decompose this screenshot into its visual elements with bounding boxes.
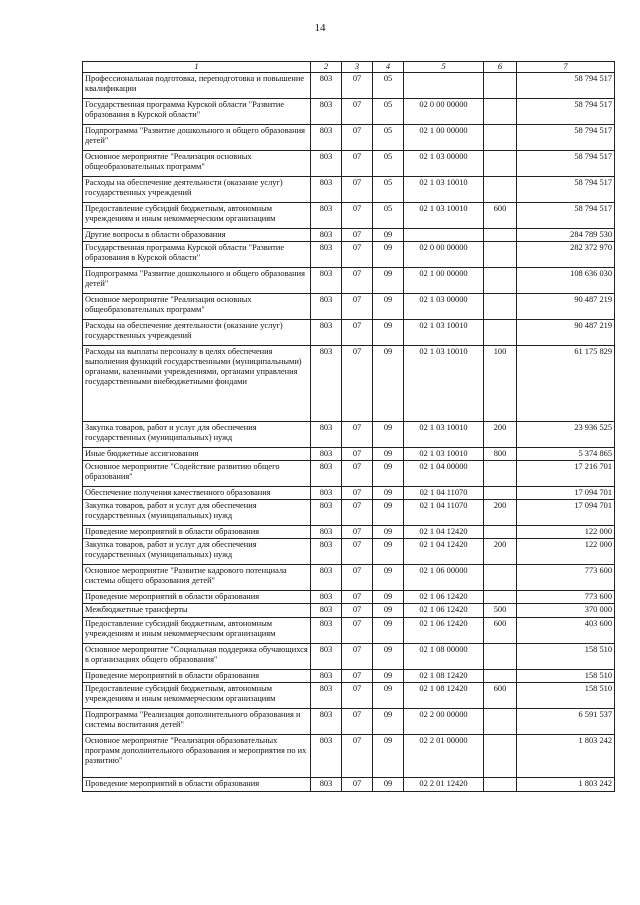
row-c5-cell [404, 229, 484, 242]
row-c7-cell: 370 000 [517, 604, 615, 617]
row-c2-cell: 803 [311, 346, 342, 422]
row-c6-cell [484, 242, 517, 268]
table-row [83, 591, 615, 604]
row-c5-cell: 02 1 03 10010 [404, 320, 484, 346]
row-name-cell: Расходы на выплаты персоналу в целях обеспечения выполнения функций государственными (муниципальными) органами, казенными учреждениями, органами управления государственными внебюджетными фондами [83, 346, 311, 422]
row-c7-cell: 773 600 [517, 591, 615, 604]
row-c3-cell: 07 [342, 500, 373, 526]
row-c3-cell: 07 [342, 617, 373, 643]
row-c4-cell: 09 [373, 294, 404, 320]
row-c7-cell: 1 803 242 [517, 734, 615, 777]
row-name-cell: Межбюджетные трансферты [83, 604, 311, 617]
row-c7-cell: 58 794 517 [517, 177, 615, 203]
column-header: 2 [311, 62, 342, 73]
row-c4-cell: 09 [373, 487, 404, 500]
row-c3-cell: 07 [342, 669, 373, 682]
row-c6-cell: 200 [484, 500, 517, 526]
row-c5-cell: 02 1 06 12420 [404, 617, 484, 643]
row-name-cell: Подпрограмма "Развитие дошкольного и общего образования детей" [83, 125, 311, 151]
row-c2-cell: 803 [311, 777, 342, 791]
row-c6-cell: 800 [484, 448, 517, 461]
row-c3-cell: 07 [342, 125, 373, 151]
row-c2-cell: 803 [311, 604, 342, 617]
row-c5-cell: 02 1 00 00000 [404, 268, 484, 294]
row-name-cell: Закупка товаров, работ и услуг для обеспечения государственных (муниципальных) нужд [83, 500, 311, 526]
table-row [83, 422, 615, 448]
row-c3-cell: 07 [342, 151, 373, 177]
row-c4-cell: 09 [373, 682, 404, 708]
row-c2-cell: 803 [311, 617, 342, 643]
table-header-row [83, 62, 615, 73]
row-c4-cell: 09 [373, 448, 404, 461]
row-c2-cell: 803 [311, 320, 342, 346]
row-c5-cell: 02 2 00 00000 [404, 708, 484, 734]
row-name-cell: Государственная программа Курской области "Развитие образования в Курской области" [83, 242, 311, 268]
row-c4-cell: 09 [373, 268, 404, 294]
row-name-cell: Расходы на обеспечение деятельности (оказание услуг) государственных учреждений [83, 320, 311, 346]
row-c7-cell: 1 803 242 [517, 777, 615, 791]
column-header: 5 [404, 62, 484, 73]
table-row [83, 682, 615, 708]
row-c5-cell: 02 0 00 00000 [404, 99, 484, 125]
row-c7-cell: 282 372 970 [517, 242, 615, 268]
row-c7-cell: 158 510 [517, 669, 615, 682]
row-c2-cell: 803 [311, 229, 342, 242]
row-c7-cell: 58 794 517 [517, 73, 615, 99]
row-c3-cell: 07 [342, 487, 373, 500]
row-c2-cell: 803 [311, 708, 342, 734]
row-name-cell: Закупка товаров, работ и услуг для обеспечения государственных (муниципальных) нужд [83, 539, 311, 565]
row-c2-cell: 803 [311, 448, 342, 461]
row-name-cell: Основное мероприятие "Реализация основных общеобразовательных программ" [83, 151, 311, 177]
row-c7-cell: 17 216 701 [517, 461, 615, 487]
row-name-cell: Предоставление субсидий бюджетным, автономным учреждениям и иным некоммерческим организациям [83, 203, 311, 229]
row-c5-cell: 02 1 03 10010 [404, 422, 484, 448]
row-c5-cell: 02 1 03 00000 [404, 151, 484, 177]
row-c7-cell: 58 794 517 [517, 125, 615, 151]
row-c2-cell: 803 [311, 294, 342, 320]
row-c3-cell: 07 [342, 591, 373, 604]
row-c7-cell: 773 600 [517, 565, 615, 591]
row-c6-cell: 200 [484, 539, 517, 565]
row-c3-cell: 07 [342, 177, 373, 203]
row-c3-cell: 07 [342, 643, 373, 669]
row-c6-cell [484, 320, 517, 346]
table-row [83, 461, 615, 487]
row-c2-cell: 803 [311, 591, 342, 604]
row-c4-cell: 05 [373, 151, 404, 177]
row-c6-cell [484, 177, 517, 203]
table-row [83, 203, 615, 229]
row-c2-cell: 803 [311, 565, 342, 591]
row-c6-cell [484, 777, 517, 791]
table-body [83, 73, 615, 792]
row-c2-cell: 803 [311, 539, 342, 565]
row-c4-cell: 09 [373, 422, 404, 448]
row-c7-cell: 122 000 [517, 539, 615, 565]
row-c7-cell: 122 000 [517, 526, 615, 539]
row-c7-cell: 61 175 829 [517, 346, 615, 422]
row-c5-cell: 02 1 00 00000 [404, 125, 484, 151]
row-c3-cell: 07 [342, 461, 373, 487]
row-c5-cell: 02 1 04 11070 [404, 500, 484, 526]
table-row [83, 526, 615, 539]
column-header: 1 [83, 62, 311, 73]
row-c4-cell: 09 [373, 539, 404, 565]
row-c3-cell: 07 [342, 242, 373, 268]
row-c2-cell: 803 [311, 242, 342, 268]
row-c2-cell: 803 [311, 151, 342, 177]
row-c3-cell: 07 [342, 539, 373, 565]
row-name-cell: Иные бюджетные ассигнования [83, 448, 311, 461]
row-name-cell: Обеспечение получения качественного образования [83, 487, 311, 500]
row-c5-cell: 02 1 06 12420 [404, 591, 484, 604]
row-c3-cell: 07 [342, 268, 373, 294]
row-c6-cell [484, 461, 517, 487]
row-c3-cell: 07 [342, 320, 373, 346]
row-c5-cell: 02 1 03 00000 [404, 294, 484, 320]
row-c3-cell: 07 [342, 708, 373, 734]
row-name-cell: Основное мероприятие "Содействие развитию общего образования" [83, 461, 311, 487]
row-c2-cell: 803 [311, 526, 342, 539]
row-c5-cell: 02 2 01 00000 [404, 734, 484, 777]
row-c2-cell: 803 [311, 422, 342, 448]
row-name-cell: Подпрограмма "Развитие дошкольного и общего образования детей" [83, 268, 311, 294]
row-c2-cell: 803 [311, 73, 342, 99]
row-name-cell: Проведение мероприятий в области образования [83, 526, 311, 539]
row-c7-cell: 6 591 537 [517, 708, 615, 734]
table-row [83, 294, 615, 320]
row-c5-cell: 02 1 06 12420 [404, 604, 484, 617]
table-row [83, 448, 615, 461]
table-row [83, 617, 615, 643]
row-c7-cell: 108 636 030 [517, 268, 615, 294]
row-c3-cell: 07 [342, 229, 373, 242]
row-c7-cell: 17 094 701 [517, 500, 615, 526]
page-number: 14 [314, 22, 326, 34]
row-c4-cell: 09 [373, 708, 404, 734]
row-c3-cell: 07 [342, 565, 373, 591]
table-row [83, 487, 615, 500]
row-c5-cell: 02 1 04 12420 [404, 526, 484, 539]
row-c6-cell: 600 [484, 682, 517, 708]
row-c2-cell: 803 [311, 500, 342, 526]
row-c6-cell: 600 [484, 617, 517, 643]
row-c4-cell: 05 [373, 203, 404, 229]
row-name-cell: Проведение мероприятий в области образования [83, 669, 311, 682]
table-row [83, 643, 615, 669]
row-c3-cell: 07 [342, 346, 373, 422]
table-row [83, 151, 615, 177]
row-c5-cell: 02 1 03 10010 [404, 203, 484, 229]
row-c4-cell: 09 [373, 643, 404, 669]
row-c7-cell: 23 936 525 [517, 422, 615, 448]
row-c5-cell: 02 1 03 10010 [404, 346, 484, 422]
row-c5-cell: 02 1 03 10010 [404, 448, 484, 461]
table-row [83, 320, 615, 346]
column-header: 7 [517, 62, 615, 73]
row-c2-cell: 803 [311, 669, 342, 682]
table-row [83, 346, 615, 422]
row-c3-cell: 07 [342, 777, 373, 791]
row-name-cell: Предоставление субсидий бюджетным, автономным учреждениям и иным некоммерческим организациям [83, 682, 311, 708]
row-c4-cell: 05 [373, 99, 404, 125]
row-c5-cell: 02 1 08 12420 [404, 669, 484, 682]
row-c6-cell [484, 487, 517, 500]
row-c6-cell [484, 734, 517, 777]
row-c7-cell: 90 487 219 [517, 294, 615, 320]
table-row [83, 734, 615, 777]
table-row [83, 268, 615, 294]
row-c7-cell: 58 794 517 [517, 151, 615, 177]
row-c6-cell [484, 99, 517, 125]
row-c4-cell: 05 [373, 177, 404, 203]
row-c3-cell: 07 [342, 682, 373, 708]
row-c2-cell: 803 [311, 487, 342, 500]
row-c3-cell: 07 [342, 734, 373, 777]
row-c2-cell: 803 [311, 125, 342, 151]
row-name-cell: Государственная программа Курской области "Развитие образования в Курской области" [83, 99, 311, 125]
row-c7-cell: 58 794 517 [517, 203, 615, 229]
row-c4-cell: 09 [373, 591, 404, 604]
row-c4-cell: 09 [373, 320, 404, 346]
row-c3-cell: 07 [342, 203, 373, 229]
row-c3-cell: 07 [342, 604, 373, 617]
table-row [83, 669, 615, 682]
row-name-cell: Проведение мероприятий в области образования [83, 777, 311, 791]
column-header: 3 [342, 62, 373, 73]
row-name-cell: Расходы на обеспечение деятельности (оказание услуг) государственных учреждений [83, 177, 311, 203]
table-row [83, 242, 615, 268]
row-name-cell: Подпрограмма "Реализация дополнительного образования и системы воспитания детей" [83, 708, 311, 734]
row-c5-cell: 02 1 08 00000 [404, 643, 484, 669]
row-name-cell: Основное мероприятие "Социальная поддержка обучающихся в организациях общего образования" [83, 643, 311, 669]
row-name-cell: Основное мероприятие "Реализация основных общеобразовательных программ" [83, 294, 311, 320]
row-c6-cell [484, 669, 517, 682]
table-row [83, 99, 615, 125]
column-header: 4 [373, 62, 404, 73]
row-c7-cell: 58 794 517 [517, 99, 615, 125]
row-c6-cell [484, 591, 517, 604]
row-c4-cell: 09 [373, 617, 404, 643]
row-c7-cell: 5 374 865 [517, 448, 615, 461]
row-c7-cell: 403 600 [517, 617, 615, 643]
row-c4-cell: 09 [373, 777, 404, 791]
row-c5-cell: 02 2 01 12420 [404, 777, 484, 791]
row-c4-cell: 09 [373, 669, 404, 682]
row-c2-cell: 803 [311, 461, 342, 487]
row-c3-cell: 07 [342, 448, 373, 461]
column-header: 6 [484, 62, 517, 73]
row-c6-cell [484, 125, 517, 151]
row-c6-cell [484, 708, 517, 734]
row-c4-cell: 09 [373, 604, 404, 617]
row-c2-cell: 803 [311, 734, 342, 777]
table-row [83, 708, 615, 734]
row-c2-cell: 803 [311, 643, 342, 669]
row-c6-cell [484, 229, 517, 242]
row-name-cell: Другие вопросы в области образования [83, 229, 311, 242]
row-c5-cell: 02 1 04 00000 [404, 461, 484, 487]
row-c3-cell: 07 [342, 99, 373, 125]
row-c4-cell: 09 [373, 526, 404, 539]
table-row [83, 604, 615, 617]
row-c2-cell: 803 [311, 268, 342, 294]
row-c6-cell [484, 73, 517, 99]
table-row [83, 777, 615, 791]
row-c2-cell: 803 [311, 177, 342, 203]
row-c7-cell: 158 510 [517, 682, 615, 708]
table-row [83, 500, 615, 526]
row-c5-cell [404, 73, 484, 99]
row-c6-cell [484, 268, 517, 294]
row-c4-cell: 09 [373, 229, 404, 242]
table-row [83, 73, 615, 99]
row-c7-cell: 158 510 [517, 643, 615, 669]
row-c5-cell: 02 1 08 12420 [404, 682, 484, 708]
row-c6-cell [484, 526, 517, 539]
row-c4-cell: 09 [373, 565, 404, 591]
row-c6-cell [484, 565, 517, 591]
row-c3-cell: 07 [342, 73, 373, 99]
row-c6-cell [484, 643, 517, 669]
row-c2-cell: 803 [311, 99, 342, 125]
row-c4-cell: 05 [373, 73, 404, 99]
table-row [83, 125, 615, 151]
row-name-cell: Проведение мероприятий в области образования [83, 591, 311, 604]
table-row [83, 229, 615, 242]
row-name-cell: Основное мероприятие "Реализация образовательных программ дополнительного образования и мероприятия по их развитию" [83, 734, 311, 777]
row-c4-cell: 09 [373, 500, 404, 526]
row-c4-cell: 09 [373, 734, 404, 777]
row-c4-cell: 09 [373, 346, 404, 422]
row-c2-cell: 803 [311, 682, 342, 708]
row-c3-cell: 07 [342, 526, 373, 539]
row-name-cell: Предоставление субсидий бюджетным, автономным учреждениям и иным некоммерческим организациям [83, 617, 311, 643]
row-c7-cell: 284 789 530 [517, 229, 615, 242]
row-c4-cell: 05 [373, 125, 404, 151]
row-c7-cell: 17 094 701 [517, 487, 615, 500]
row-c5-cell: 02 1 03 10010 [404, 177, 484, 203]
table-row [83, 565, 615, 591]
row-c5-cell: 02 1 04 12420 [404, 539, 484, 565]
row-c3-cell: 07 [342, 422, 373, 448]
row-c5-cell: 02 1 06 00000 [404, 565, 484, 591]
row-name-cell: Закупка товаров, работ и услуг для обеспечения государственных (муниципальных) нужд [83, 422, 311, 448]
table-row [83, 539, 615, 565]
row-c4-cell: 09 [373, 461, 404, 487]
row-c5-cell: 02 0 00 00000 [404, 242, 484, 268]
row-name-cell: Основное мероприятие "Развитие кадрового потенциала системы общего образования детей" [83, 565, 311, 591]
row-c5-cell: 02 1 04 11070 [404, 487, 484, 500]
row-c6-cell [484, 294, 517, 320]
row-c6-cell: 100 [484, 346, 517, 422]
row-name-cell: Профессиональная подготовка, переподготовка и повышение квалификации [83, 73, 311, 99]
row-c6-cell: 200 [484, 422, 517, 448]
row-c6-cell: 600 [484, 203, 517, 229]
budget-table [82, 61, 615, 792]
table-row [83, 177, 615, 203]
row-c6-cell: 500 [484, 604, 517, 617]
row-c3-cell: 07 [342, 294, 373, 320]
row-c4-cell: 09 [373, 242, 404, 268]
row-c7-cell: 90 487 219 [517, 320, 615, 346]
row-c2-cell: 803 [311, 203, 342, 229]
row-c6-cell [484, 151, 517, 177]
